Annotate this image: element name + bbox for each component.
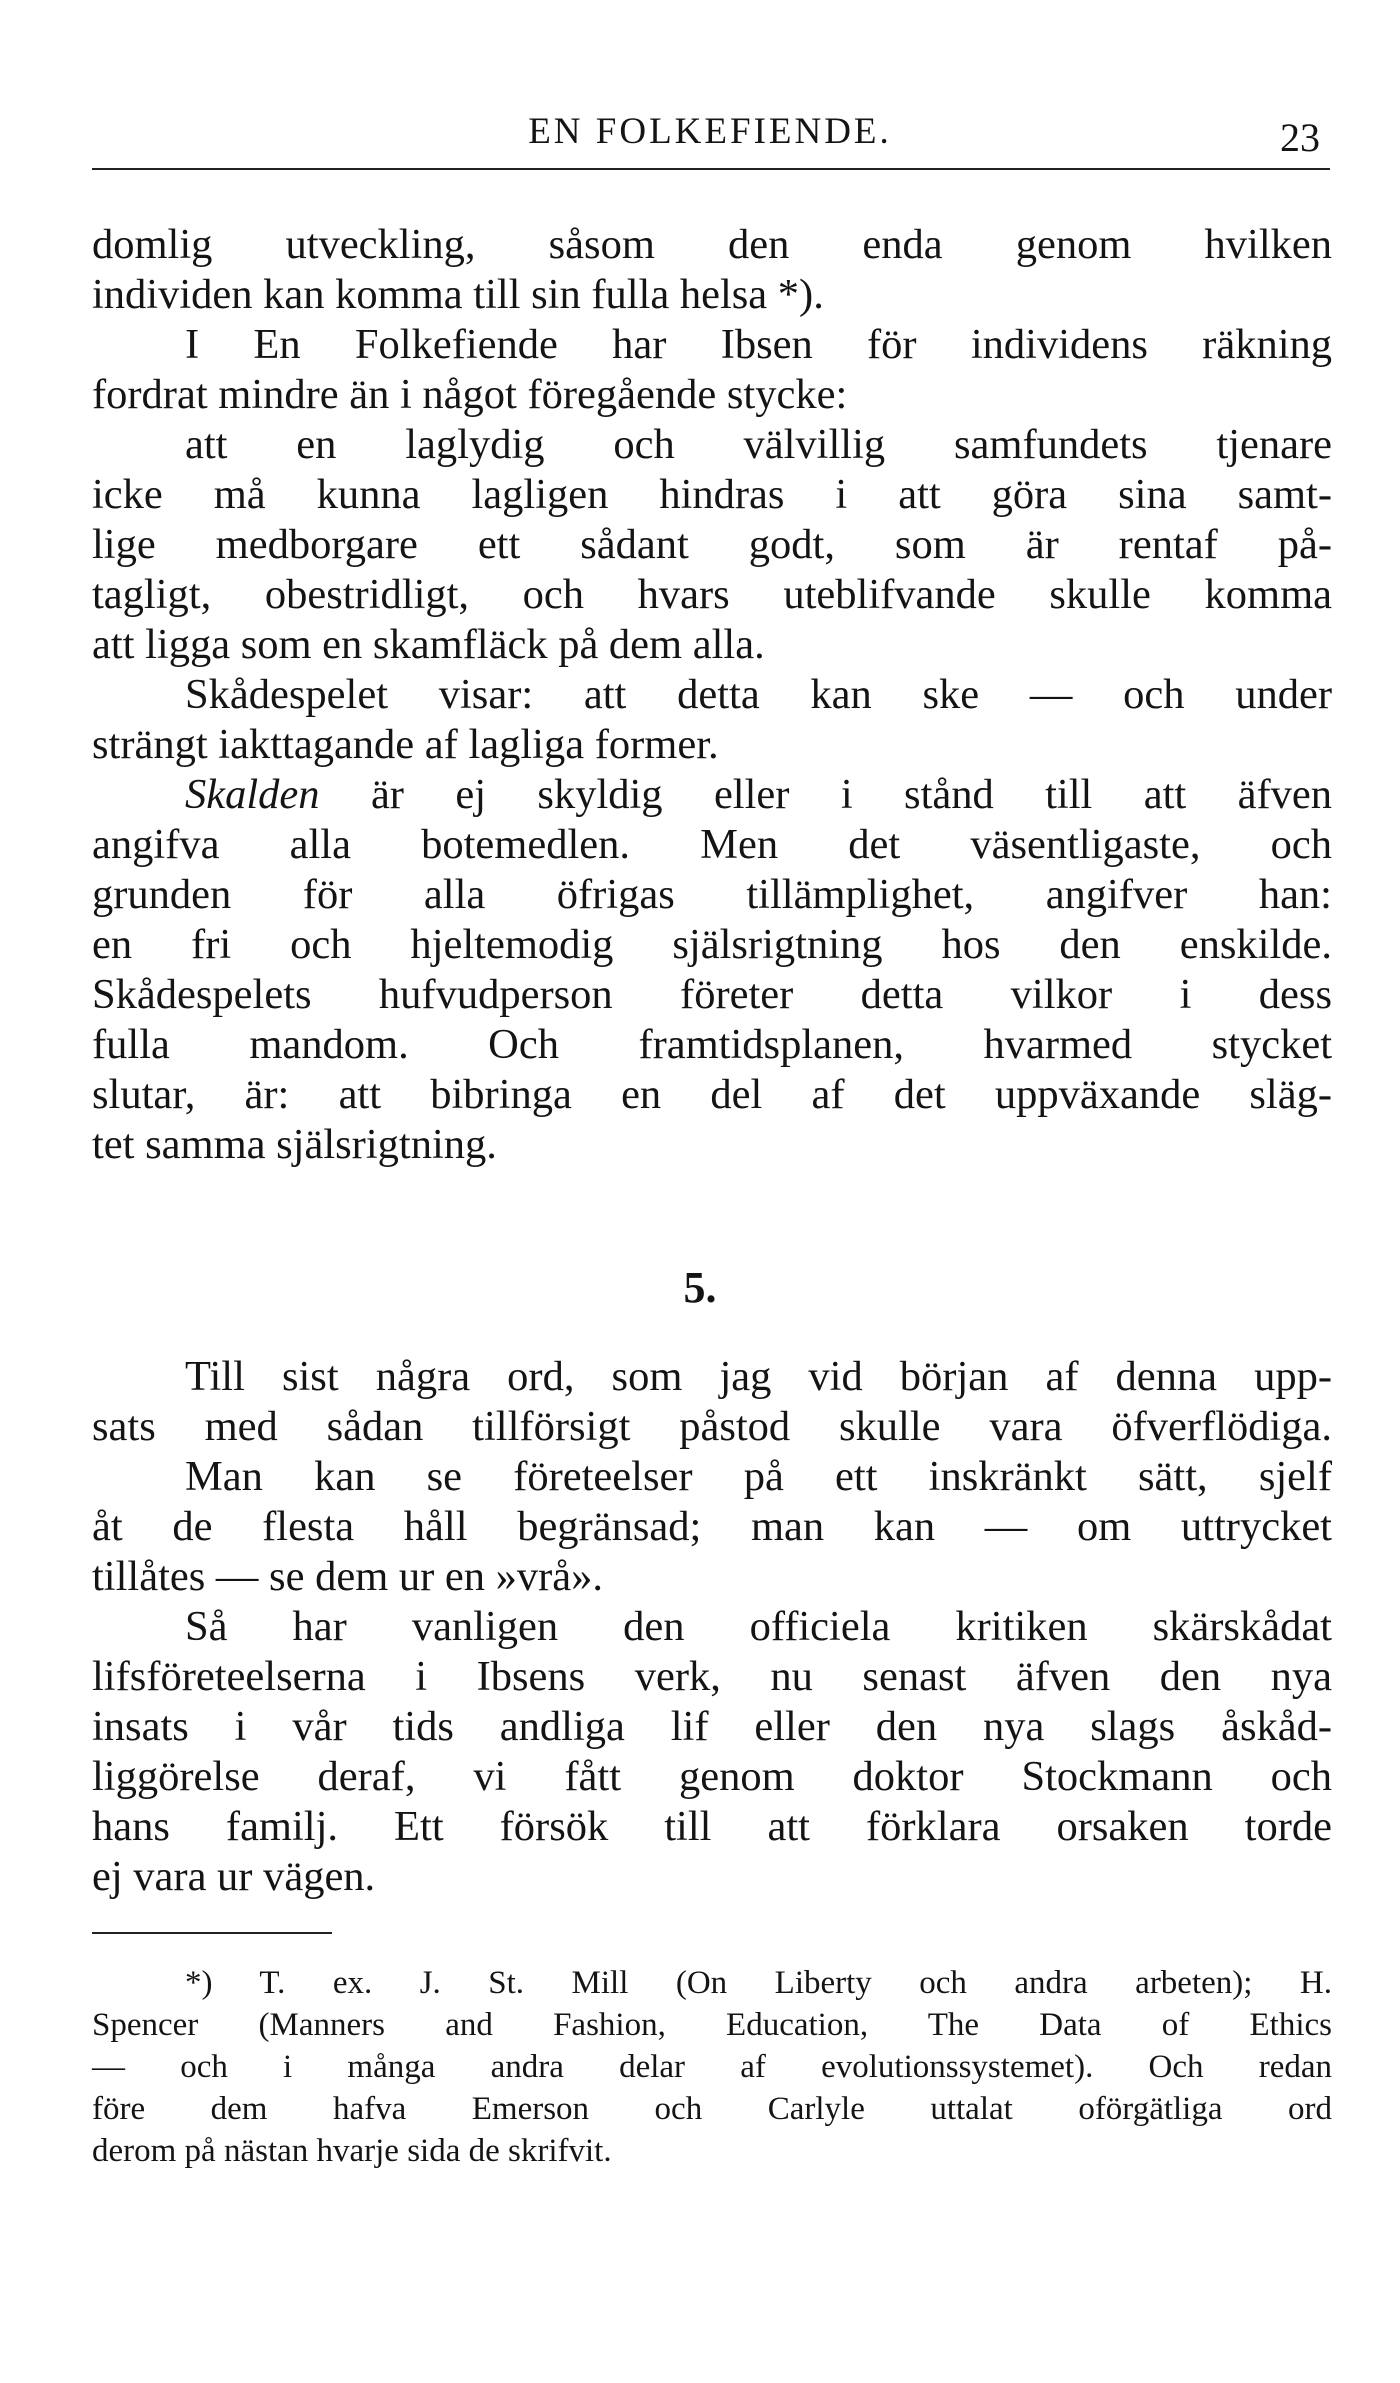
italic-word-skalden: Skalden	[185, 771, 320, 818]
text-line: grunden för alla öfrigas tillämplighet, angifver han:	[92, 871, 1332, 918]
text-line: fulla mandom. Och framtidsplanen, hvarmed stycket	[92, 1021, 1332, 1068]
text-line: domlig utveckling, såsom den enda genom hvilken	[92, 221, 1332, 268]
text-line: Man kan se företeelser på ett inskränkt sätt, sjelf	[185, 1453, 1332, 1500]
text-line: individen kan komma till sin fulla helsa *).	[92, 271, 824, 318]
text-line: lifsföreteelserna i Ibsens verk, nu senast äfven den nya	[92, 1653, 1332, 1700]
text-line: fordrat mindre än i något föregående stycke:	[92, 371, 848, 418]
text-line: slutar, är: att bibringa en del af det uppväxande släg-	[92, 1071, 1332, 1118]
text-line: Skådespelet visar: att detta kan ske — och under	[185, 671, 1332, 718]
text-line: en fri och hjeltemodig själsrigtning hos den enskilde.	[92, 921, 1332, 968]
page-number: 23	[1280, 115, 1320, 160]
text-line: hans familj. Ett försök till att förklara orsaken torde	[92, 1803, 1332, 1850]
footnote-line: Spencer (Manners and Fashion, Education, The Data of Ethics	[92, 2007, 1332, 2043]
text-line: tillåtes — se dem ur en »vrå».	[92, 1553, 604, 1600]
text-line: att ligga som en skamfläck på dem alla.	[92, 621, 765, 668]
text-line: tet samma själsrigtning.	[92, 1121, 497, 1168]
text-line: icke må kunna lagligen hindras i att göra sina samt-	[92, 471, 1332, 518]
section-2-text	[92, 1352, 1332, 1902]
text-line: insats i vår tids andliga lif eller den nya slags åskåd-	[92, 1703, 1332, 1750]
text-line: angifva alla botemedlen. Men det väsentligaste, och	[92, 821, 1332, 868]
text-line: strängt iakttagande af lagliga former.	[92, 721, 719, 768]
text-line: Till sist några ord, som jag vid början af denna upp-	[185, 1353, 1332, 1400]
text-line: Så har vanligen den officiela kritiken skärskådat	[185, 1603, 1332, 1650]
text-line: Skådespelets hufvudperson företer detta vilkor i dess	[92, 971, 1332, 1018]
text-line: liggörelse deraf, vi fått genom doktor Stockmann och	[92, 1753, 1332, 1800]
text-line: lige medborgare ett sådant godt, som är rentaf på-	[92, 521, 1332, 568]
footnote	[92, 1962, 1332, 2172]
text-line	[92, 770, 1332, 820]
footnote-line: *) T. ex. J. St. Mill (On Liberty och andra arbeten); H.	[185, 1965, 1332, 2001]
section-1-text	[92, 220, 1332, 1170]
running-title: EN FOLKEFIENDE.	[528, 111, 892, 152]
header-rule	[92, 168, 1330, 170]
text-line: att en laglydig och välvillig samfundets tjenare	[185, 421, 1332, 468]
footnote-rule	[92, 1932, 332, 1934]
text-line: ej vara ur vägen.	[92, 1853, 376, 1900]
section-number: 5.	[683, 1263, 717, 1312]
footnote-line: — och i många andra delar af evolutionssystemet). Och redan	[92, 2049, 1332, 2085]
text-line: tagligt, obestridligt, och hvars uteblifvande skulle komma	[92, 571, 1332, 618]
footnote-line: derom på nästan hvarje sida de skrifvit.	[92, 2133, 612, 2169]
text-line: sats med sådan tillförsigt påstod skulle vara öfverflödiga.	[92, 1403, 1332, 1450]
text-line-rest: är ej skyldig eller i stånd till att äfven	[370, 771, 1332, 818]
text-line: åt de flesta håll begränsad; man kan — om uttrycket	[92, 1503, 1332, 1550]
page-header	[90, 110, 1330, 170]
text-line: I En Folkefiende har Ibsen för individens räkning	[185, 321, 1332, 368]
footnote-line: före dem hafva Emerson och Carlyle uttalat oförgätliga ord	[92, 2091, 1332, 2127]
